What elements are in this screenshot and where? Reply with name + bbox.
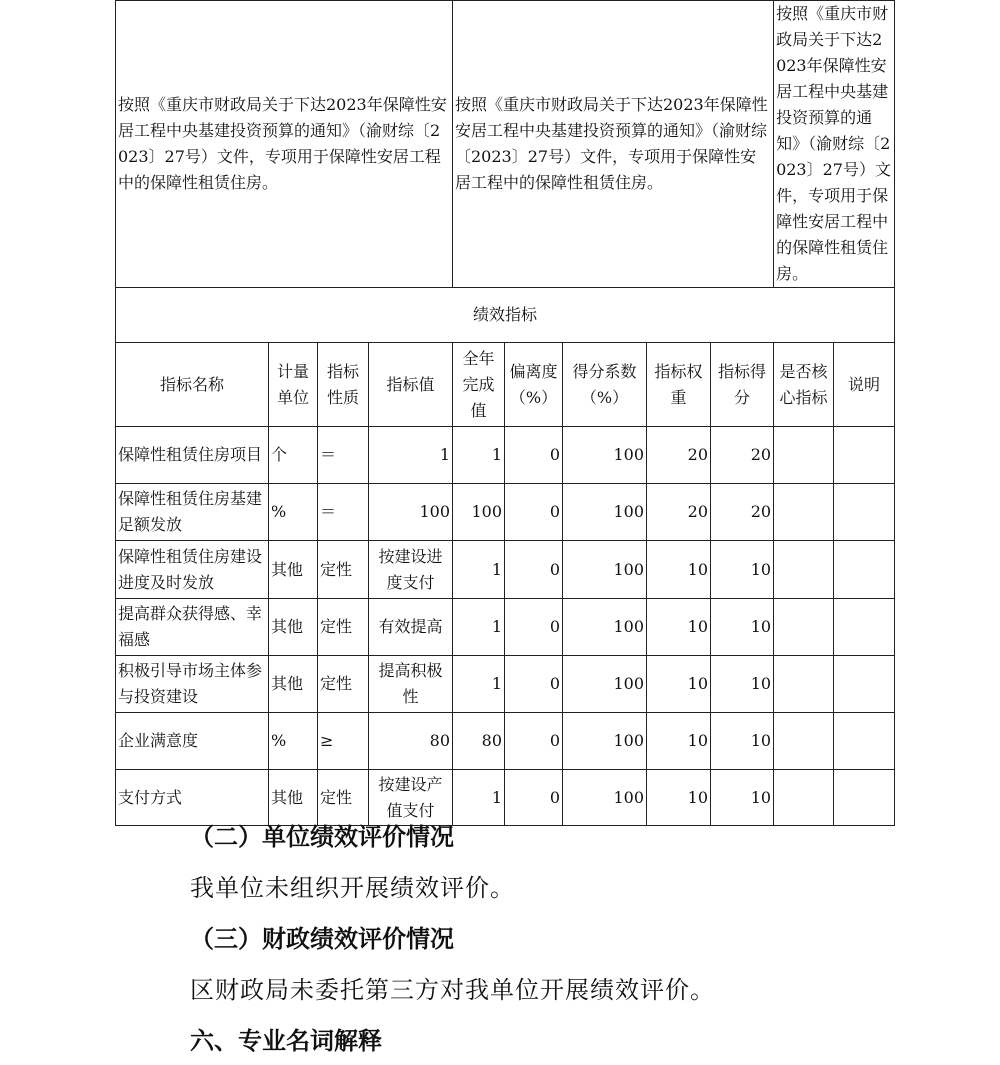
header-score: 指标得分: [711, 343, 774, 427]
table-row: [116, 541, 895, 599]
cell-actual: 1: [453, 656, 505, 713]
header-coef: 得分系数（%）: [563, 343, 647, 427]
cell-note: [834, 484, 895, 541]
cell-coef: 100: [563, 541, 647, 599]
cell-nature: ≥: [318, 713, 369, 770]
cell-weight: 10: [647, 541, 711, 599]
table-row: [116, 713, 895, 770]
cell-score: 10: [711, 713, 774, 770]
section6-heading: 六、专业名词解释: [190, 1027, 382, 1055]
cell-core: [774, 427, 834, 484]
cell-actual: 1: [453, 427, 505, 484]
cell-name: 保障性租赁住房建设进度及时发放: [116, 541, 269, 599]
header-core: 是否核心指标: [774, 343, 834, 427]
table-row: [116, 427, 895, 484]
cell-unit: 其他: [269, 541, 318, 599]
section-title: 绩效指标: [116, 288, 895, 343]
table-row: [116, 599, 895, 656]
header-row: [116, 343, 895, 427]
cell-note: [834, 770, 895, 826]
table-row: [116, 484, 895, 541]
cell-core: [774, 770, 834, 826]
cell-name: 支付方式: [116, 770, 269, 826]
cell-weight: 10: [647, 770, 711, 826]
cell-nature: 定性: [318, 599, 369, 656]
header-note: 说明: [834, 343, 895, 427]
cell-note: [834, 599, 895, 656]
section-title-row: [116, 288, 895, 343]
cell-value: 按建设产值支付: [369, 770, 453, 826]
section3-heading: （三）财政绩效评价情况: [190, 925, 454, 953]
cell-weight: 20: [647, 484, 711, 541]
header-deviation: 偏离度（%）: [505, 343, 563, 427]
cell-unit: 其他: [269, 770, 318, 826]
cell-note: [834, 656, 895, 713]
cell-unit: %: [269, 713, 318, 770]
header-value: 指标值: [369, 343, 453, 427]
performance-table: [115, 0, 895, 826]
cell-actual: 80: [453, 713, 505, 770]
cell-score: 10: [711, 770, 774, 826]
cell-core: [774, 484, 834, 541]
description-row: [116, 1, 895, 288]
description-cell-1: 按照《重庆市财政局关于下达2023年保障性安居工程中央基建投资预算的通知》（渝财综〔2023〕27号）文件，专项用于保障性安居工程中的保障性租赁住房。: [116, 1, 453, 288]
cell-name: 积极引导市场主体参与投资建设: [116, 656, 269, 713]
section2-text: 我单位未组织开展绩效评价。: [190, 874, 515, 902]
cell-value: 有效提高: [369, 599, 453, 656]
cell-name: 提高群众获得感、幸福感: [116, 599, 269, 656]
description-cell-2: 按照《重庆市财政局关于下达2023年保障性安居工程中央基建投资预算的通知》（渝财综〔2023〕27号）文件，专项用于保障性安居工程中的保障性租赁住房。: [453, 1, 774, 288]
cell-core: [774, 656, 834, 713]
cell-coef: 100: [563, 484, 647, 541]
cell-value: 100: [369, 484, 453, 541]
cell-name: 企业满意度: [116, 713, 269, 770]
cell-score: 20: [711, 427, 774, 484]
cell-deviation: 0: [505, 427, 563, 484]
header-name: 指标名称: [116, 343, 269, 427]
cell-value: 1: [369, 427, 453, 484]
cell-name: 保障性租赁住房项目: [116, 427, 269, 484]
description-cell-3: 按照《重庆市财政局关于下达2023年保障性安居工程中央基建投资预算的通知》（渝财综〔2023〕27号）文件，专项用于保障性安居工程中的保障性租赁住房。: [774, 1, 895, 288]
section3-text: 区财政局未委托第三方对我单位开展绩效评价。: [190, 976, 715, 1004]
cell-weight: 10: [647, 656, 711, 713]
cell-coef: 100: [563, 656, 647, 713]
cell-value: 提高积极性: [369, 656, 453, 713]
cell-actual: 1: [453, 599, 505, 656]
cell-coef: 100: [563, 427, 647, 484]
table-row: [116, 656, 895, 713]
cell-actual: 1: [453, 541, 505, 599]
cell-actual: 100: [453, 484, 505, 541]
cell-actual: 1: [453, 770, 505, 826]
cell-nature: ＝: [318, 484, 369, 541]
cell-unit: %: [269, 484, 318, 541]
cell-score: 10: [711, 656, 774, 713]
cell-coef: 100: [563, 770, 647, 826]
cell-nature: 定性: [318, 541, 369, 599]
cell-core: [774, 713, 834, 770]
cell-deviation: 0: [505, 541, 563, 599]
cell-score: 10: [711, 599, 774, 656]
cell-deviation: 0: [505, 656, 563, 713]
cell-deviation: 0: [505, 484, 563, 541]
header-nature: 指标性质: [318, 343, 369, 427]
cell-deviation: 0: [505, 599, 563, 656]
cell-score: 10: [711, 541, 774, 599]
cell-note: [834, 427, 895, 484]
header-actual: 全年完成值: [453, 343, 505, 427]
header-weight: 指标权重: [647, 343, 711, 427]
cell-core: [774, 599, 834, 656]
cell-value: 按建设进度支付: [369, 541, 453, 599]
cell-unit: 个: [269, 427, 318, 484]
cell-nature: 定性: [318, 656, 369, 713]
cell-nature: ＝: [318, 427, 369, 484]
cell-coef: 100: [563, 599, 647, 656]
header-unit: 计量单位: [269, 343, 318, 427]
cell-weight: 20: [647, 427, 711, 484]
cell-coef: 100: [563, 713, 647, 770]
cell-deviation: 0: [505, 713, 563, 770]
cell-value: 80: [369, 713, 453, 770]
cell-core: [774, 541, 834, 599]
cell-nature: 定性: [318, 770, 369, 826]
section2-heading: （二）单位绩效评价情况: [190, 823, 454, 851]
cell-unit: 其他: [269, 656, 318, 713]
cell-score: 20: [711, 484, 774, 541]
cell-deviation: 0: [505, 770, 563, 826]
cell-note: [834, 541, 895, 599]
cell-name: 保障性租赁住房基建足额发放: [116, 484, 269, 541]
table-row: [116, 770, 895, 826]
cell-weight: 10: [647, 599, 711, 656]
cell-weight: 10: [647, 713, 711, 770]
cell-note: [834, 713, 895, 770]
cell-unit: 其他: [269, 599, 318, 656]
